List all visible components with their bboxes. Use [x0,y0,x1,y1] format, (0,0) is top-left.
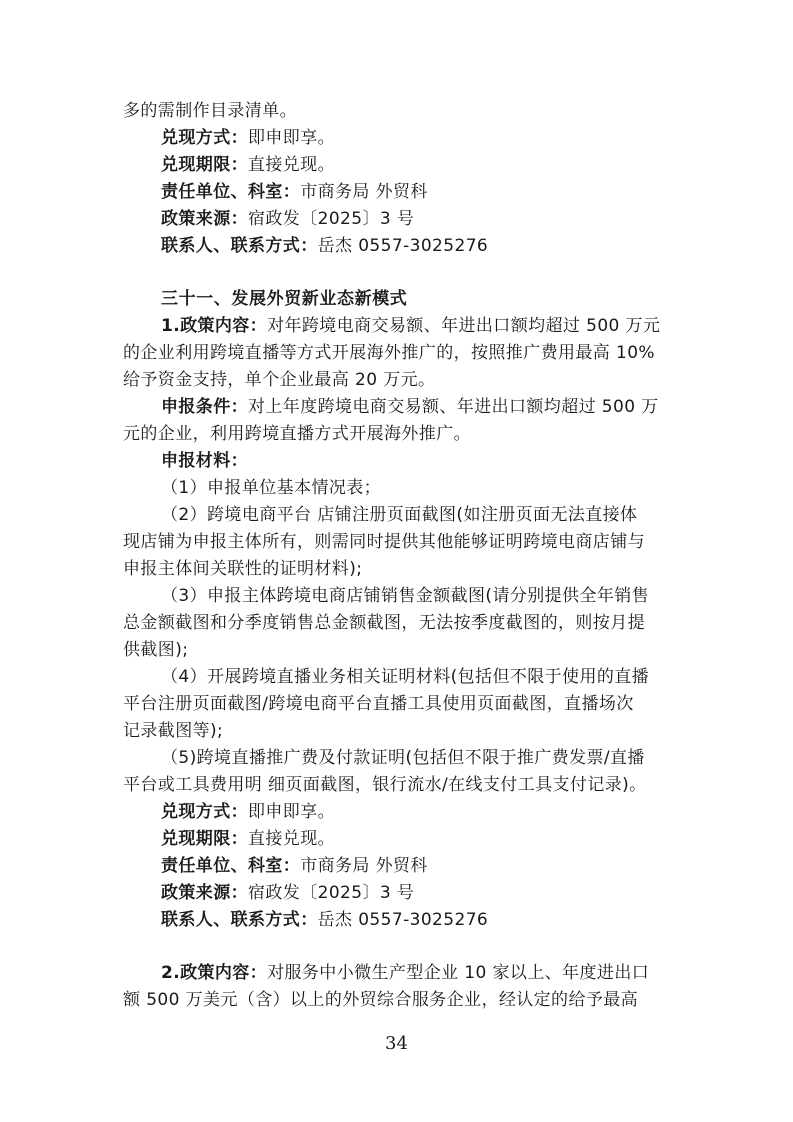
conditions-line [0,397,793,417]
text-line: 记录截图等); [123,721,224,741]
field-label: 申报条件： [161,397,248,417]
material-item: （4）开展跨境直播业务相关证明材料(包括但不限于使用的直播 [161,667,650,687]
text-line: 申报主体间关联性的证明材料); [123,559,363,579]
text-line: 平台或工具费用明 细页面截图，银行流水/在线支付工具支付记录)。 [123,775,647,795]
field-value: 对服务中小微生产型企业 10 家以上、年度进出口 [267,963,650,983]
responsible-unit-line [0,182,793,202]
text-line: 的企业利用跨境直播等方式开展海外推广的，按照推广费用最高 10% [123,343,655,363]
redemption-period-line [0,829,793,849]
text-line [0,101,793,121]
field-label: 2.政策内容： [161,963,268,983]
text-line: 给予资金支持，单个企业最高 20 万元。 [123,370,436,390]
policy-source-line [0,883,793,903]
field-value: 宿政发〔2025〕3 号 [248,209,415,229]
material-item: （1）申报单位基本情况表； [161,478,382,498]
line-text: 多的需制作目录清单。 [123,101,297,121]
text-line: 供截图); [123,640,189,660]
field-label: 责任单位、科室： [161,856,301,876]
field-value: 岳杰 0557-3025276 [317,236,489,256]
section-title: 三十一、发展外贸新业态新模式 [161,289,408,309]
field-value: 直接兑现。 [248,155,335,175]
field-label: 联系人、联系方式： [161,910,318,930]
responsible-unit-line [0,856,793,876]
field-label: 责任单位、科室： [161,182,301,202]
text-line: 平台注册页面截图/跨境电商平台直播工具使用页面截图，直播场次 [123,694,634,714]
policy1-line [0,316,793,336]
field-label: 兑现方式： [161,128,248,148]
page-number: 34 [385,1033,408,1054]
text-line: 现店铺为申报主体所有，则需同时提供其他能够证明跨境电商店铺与 [123,532,645,552]
contact-line [0,910,793,930]
field-label: 政策来源： [161,883,248,903]
field-label: 兑现期限： [161,155,248,175]
contact-line [0,236,793,256]
redemption-period-line [0,155,793,175]
field-value: 对上年度跨境电商交易额、年进出口额均超过 500 万 [248,397,659,417]
field-value: 宿政发〔2025〕3 号 [248,883,415,903]
redemption-method-line [0,128,793,148]
field-value: 市商务局 外贸科 [300,182,428,202]
field-label: 兑现期限： [161,829,248,849]
field-value: 市商务局 外贸科 [300,856,428,876]
field-value: 对年跨境电商交易额、年进出口额均超过 500 万元 [267,316,661,336]
field-label: 政策来源： [161,209,248,229]
field-value: 直接兑现。 [248,829,335,849]
material-item: （2）跨境电商平台 店铺注册页面截图(如注册页面无法直接体 [161,505,638,525]
field-label: 兑现方式： [161,802,248,822]
material-item: （3）申报主体跨境电商店铺销售金额截图(请分别提供全年销售 [161,586,650,606]
redemption-method-line [0,802,793,822]
policy-source-line [0,209,793,229]
field-label: 1.政策内容： [161,316,268,336]
text-line: 总金额截图和分季度销售总金额截图，无法按季度截图的，则按月提 [123,613,645,633]
field-label: 联系人、联系方式： [161,236,318,256]
field-value: 即申即享。 [248,802,335,822]
field-value: 岳杰 0557-3025276 [317,910,489,930]
materials-label: 申报材料： [161,451,248,471]
text-line: 额 500 万美元（含）以上的外贸综合服务企业，经认定的给予最高 [123,990,639,1010]
text-line: 元的企业，利用跨境直播方式开展海外推广。 [123,424,471,444]
material-item: （5)跨境直播推广费及付款证明(包括但不限于推广费发票/直播 [161,748,645,768]
policy2-line [0,963,793,983]
field-value: 即申即享。 [248,128,335,148]
